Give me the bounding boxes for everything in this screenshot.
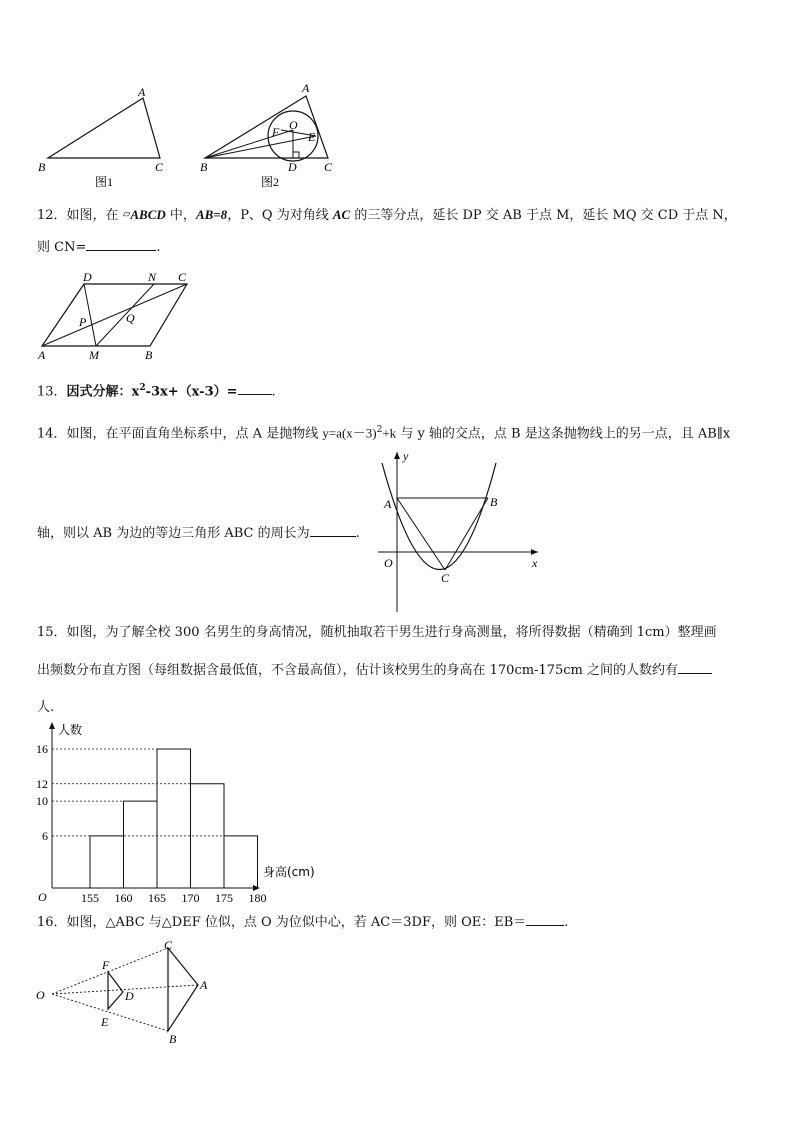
q14-label-b: B	[490, 495, 498, 509]
q12-abcd: ABCD	[130, 207, 166, 222]
histogram-x-tick-label: 170	[181, 891, 200, 905]
histogram-y-arrow	[49, 722, 55, 729]
q12-label-m: M	[89, 348, 99, 362]
q12-label-p: P	[79, 315, 87, 329]
q16-triangle-abc	[168, 948, 198, 1031]
fig2-label-o: O	[289, 118, 298, 132]
q16-label-d: D	[125, 989, 134, 1003]
q14-line2-text: 轴，则以 AB 为边的等边三角形 ABC 的周长为	[37, 526, 310, 541]
q15-line1	[37, 623, 717, 643]
q15-line2	[37, 661, 712, 681]
q16-label-e: E	[101, 1015, 109, 1029]
q14-label-c: C	[441, 571, 450, 585]
q16-line	[37, 913, 568, 933]
q15-line2-text: 出频数分布直方图（每组数据含最低值，不含最高值），估计该校男生的身高在 170cm-175cm 之间的人数约有	[37, 663, 678, 678]
histogram-bar-165-170	[157, 749, 191, 888]
histogram-gridlines	[52, 749, 224, 836]
q12-number: 12．	[37, 208, 67, 223]
fig2-line-bo	[205, 130, 293, 158]
fig1-triangle	[48, 98, 160, 158]
q12-pq: ，P、Q 为对角线	[227, 208, 333, 223]
q12-answer-blank[interactable]	[86, 238, 156, 251]
q16-number: 16．	[37, 915, 67, 930]
q14-formula: y=a(x－3)	[322, 425, 377, 441]
q16-label-f: F	[102, 958, 110, 972]
q16-ray-oc	[52, 948, 168, 994]
histogram-y-tick-label: 16	[36, 742, 48, 756]
histogram-x-tick-label: 175	[215, 891, 233, 905]
q14-end: .	[355, 526, 360, 541]
histogram-bar-175-180	[224, 836, 258, 888]
q12-diagonal-ac	[42, 284, 187, 346]
fig2-right-angle	[293, 152, 299, 158]
fig2-label-c: C	[324, 160, 333, 174]
fig1-caption: 图1	[95, 175, 114, 189]
histogram-x-tick-label: 180	[248, 891, 267, 905]
q12-line1	[37, 205, 737, 226]
histogram-origin: O	[38, 890, 47, 904]
q16-end: .	[564, 915, 569, 930]
q13-answer-blank[interactable]	[238, 382, 272, 395]
q12-label-b: B	[145, 348, 153, 362]
figures-top	[30, 78, 350, 193]
q12-zhong: 中，	[165, 208, 196, 223]
q13-text2: -3x+（x-3）=	[145, 384, 238, 400]
histogram-x-ticks	[81, 891, 267, 905]
q14-answer-blank[interactable]	[310, 524, 356, 537]
q14-text: 如图，在平面直角坐标系中，点 A 是抛物线	[66, 426, 323, 442]
q15-histogram	[30, 718, 330, 908]
histogram-bar-170-175	[191, 784, 225, 888]
q12-label-a: A	[38, 348, 46, 362]
q13-sup: 2	[139, 383, 146, 393]
q16-label-a: A	[200, 978, 208, 992]
q12-label-c: C	[178, 270, 187, 284]
q12-line2	[37, 238, 161, 258]
q14-sup: 2	[376, 425, 383, 435]
fig2-label-a: A	[302, 81, 310, 95]
q15-line3-text: 人.	[37, 700, 55, 715]
fig2-label-f: F	[272, 125, 280, 139]
q12-rest: 的三等分点，延长 DP 交 AB 于点 M，延长 MQ 交 CD 于点 N，	[350, 208, 737, 223]
histogram-x-label: 身高(cm)	[263, 865, 315, 879]
q14-line2	[37, 524, 360, 544]
q16-label-b: B	[169, 1032, 177, 1046]
fig2-caption: 图2	[261, 175, 280, 189]
histogram-y-tick-label: 6	[42, 828, 48, 843]
q16-triangle-def	[108, 972, 123, 1009]
q12-ab8: AB=8	[195, 207, 228, 222]
q14-number: 14．	[37, 426, 67, 442]
q13-line	[37, 378, 276, 402]
q15-answer-blank[interactable]	[678, 661, 712, 674]
fig2-label-e: E	[308, 130, 316, 144]
q14-parabola	[382, 463, 496, 570]
histogram-y-label: 人数	[58, 723, 83, 737]
fig1-label-c: C	[155, 160, 164, 174]
histogram-bars	[90, 749, 258, 888]
q14-line1	[37, 420, 730, 444]
histogram-x-tick-label: 160	[114, 891, 133, 905]
q14-formula2: +k	[382, 425, 397, 441]
q15-number: 15．	[37, 625, 67, 640]
q16-ray-ob	[52, 994, 168, 1031]
fig2-triangle	[205, 96, 328, 158]
histogram-x-tick-label: 165	[148, 891, 166, 905]
histogram-x-tick-label: 155	[81, 891, 99, 905]
q12-parallelogram-symbol: ▱	[122, 209, 131, 220]
fig1-label-a: A	[138, 85, 146, 99]
q12-end: .	[156, 240, 161, 255]
q15-line1-text: 如图，为了解全校 300 名男生的身高情况，随机抽取若干男生进行身高测量，将所得数据（精确到 1cm）整理画	[66, 625, 717, 640]
histogram-y-ticks	[36, 742, 48, 843]
q12-label-q: Q	[126, 311, 135, 325]
q14-label-x: x	[532, 556, 538, 570]
q13-number: 13．	[37, 384, 67, 400]
q14-label-y: y	[403, 449, 409, 463]
q12-line2-text: 则 CN=	[37, 240, 87, 255]
histogram-bar-155-160	[90, 836, 124, 888]
q14-label-a: A	[384, 497, 392, 511]
q16-label-o: O	[36, 988, 45, 1002]
q12-ac: AC	[332, 207, 351, 222]
q12-label-d: D	[83, 270, 92, 284]
q16-text: 如图，△ABC 与△DEF 位似，点 O 为位似中心，若 AC＝3DF，则 OE：EB＝	[66, 915, 527, 930]
fig2-label-d: D	[288, 160, 297, 174]
q14-label-o: O	[384, 556, 393, 570]
histogram-bar-160-165	[124, 801, 158, 888]
q12-line-mn	[96, 284, 154, 346]
q14-text2: 与 y 轴的交点，点 B 是这条抛物线上的另一点，且 AB∥x	[396, 426, 731, 442]
q12-figure	[34, 266, 199, 366]
q14-y-arrow	[394, 452, 400, 459]
q12-label-n: N	[148, 270, 157, 284]
q14-figure	[368, 446, 548, 616]
q13-text: 因式分解：x	[66, 384, 140, 400]
histogram-y-tick-label: 10	[36, 794, 48, 809]
q15-line3	[37, 698, 54, 718]
q12-text1: 如图，在	[66, 208, 123, 223]
histogram-y-tick-label: 12	[36, 776, 48, 791]
fig1-label-b: B	[38, 160, 46, 174]
q16-answer-blank[interactable]	[526, 913, 564, 926]
q14-segment-bc	[445, 498, 488, 570]
fig2-label-b: B	[200, 160, 208, 174]
q16-figure	[32, 936, 222, 1048]
q13-end: .	[271, 384, 276, 400]
q14-x-arrow	[531, 549, 538, 555]
q16-label-c: C	[164, 938, 173, 952]
